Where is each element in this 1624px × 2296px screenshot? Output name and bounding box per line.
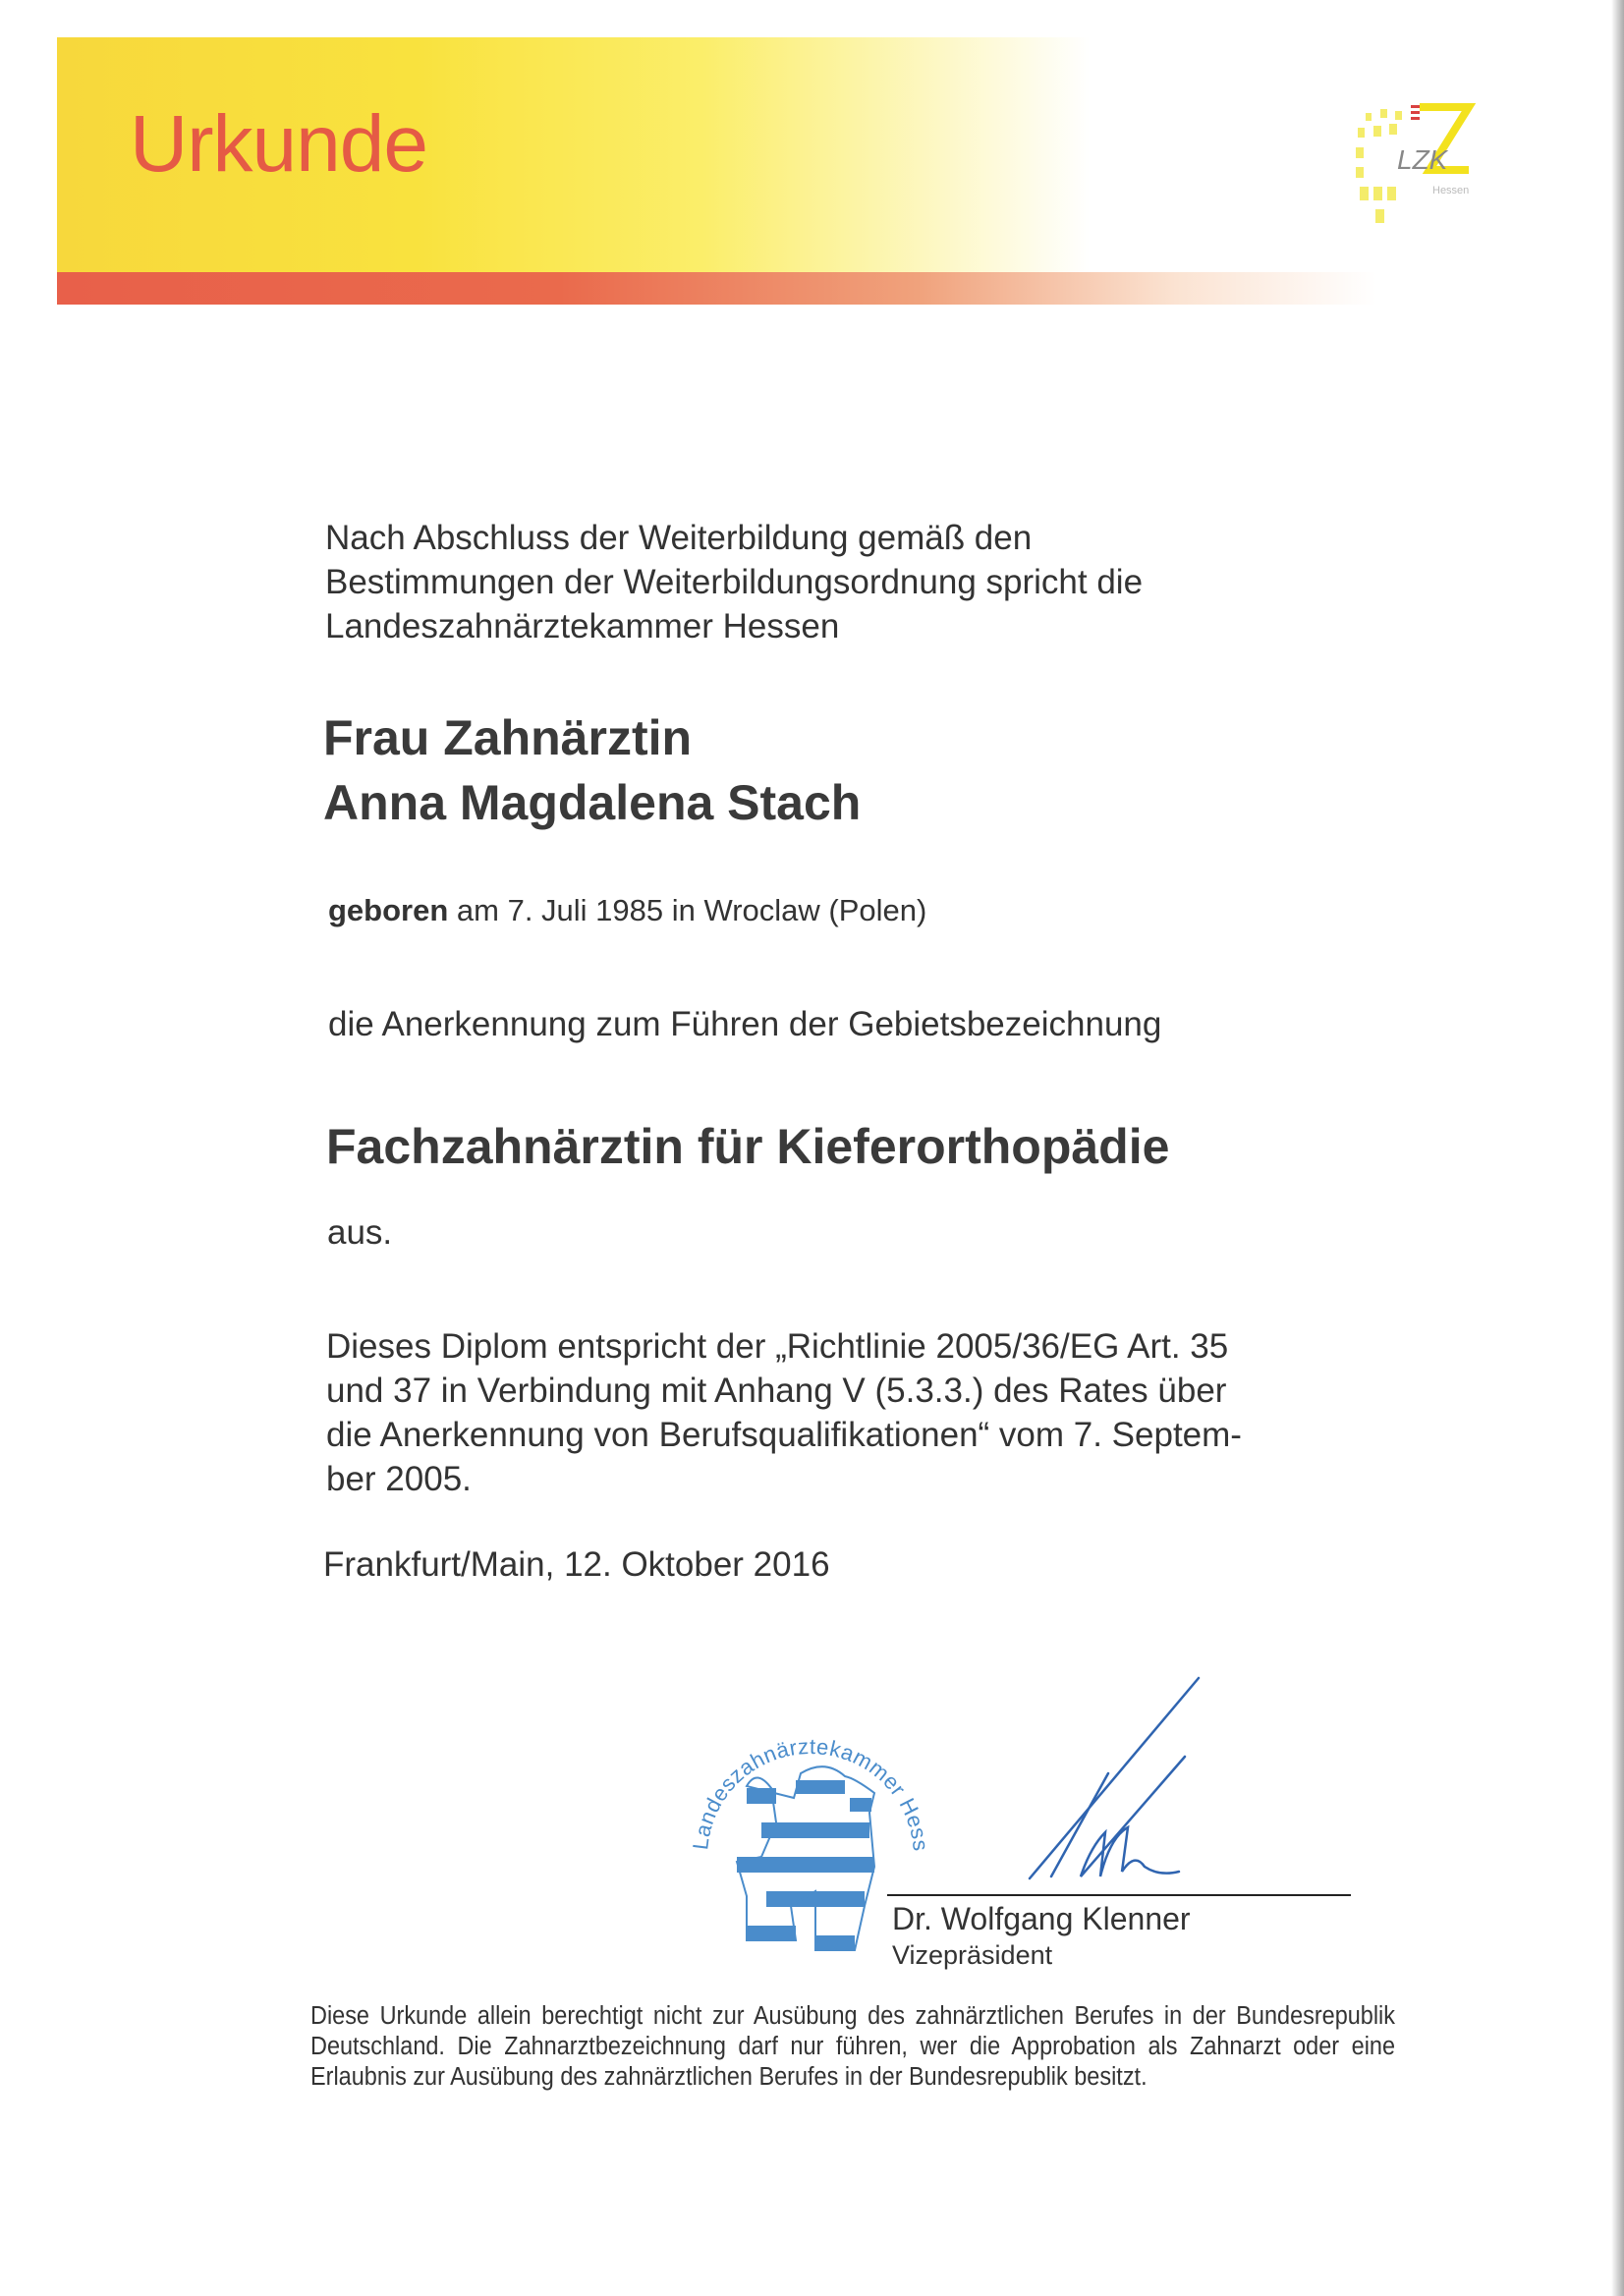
specialty-title: Fachzahnärztin für Kieferorthopädie — [326, 1119, 1170, 1174]
signer-name: Dr. Wolfgang Klenner — [892, 1901, 1191, 1936]
intro-line: Nach Abschluss der Weiterbildung gemäß den — [325, 519, 1033, 557]
signer-title: Vizepräsident — [892, 1940, 1053, 1970]
directive-line: Dieses Diplom entspricht der „Richtlinie 2005/36/EG Art. 35 — [326, 1327, 1229, 1366]
svg-text:LZK: LZK — [1397, 144, 1448, 175]
aus-text: aus. — [327, 1213, 393, 1252]
lzk-logo-icon — [1346, 93, 1552, 231]
signature — [1012, 1670, 1228, 1896]
intro-line: Bestimmungen der Weiterbildungsordnung spricht die — [325, 563, 1144, 601]
directive-line: die Anerkennung von Berufsqualifikationen“ vom 7. Septem- — [326, 1416, 1242, 1454]
intro-text — [325, 516, 1143, 648]
page-edge-shadow — [1611, 0, 1624, 2296]
lzk-logo — [1346, 93, 1552, 231]
directive-line: ber 2005. — [326, 1460, 472, 1498]
header-stripe — [57, 272, 1491, 305]
signature-line — [887, 1894, 1351, 1896]
recipient-salutation: Frau Zahnärztin — [323, 710, 693, 765]
born-label: geboren — [328, 893, 449, 927]
recognition-text: die Anerkennung zum Führen der Gebietsbezeichnung — [328, 1005, 1162, 1043]
intro-line: Landeszahnärztekammer Hessen — [325, 607, 840, 645]
birth-info — [328, 888, 926, 932]
place-date: Frankfurt/Main, 12. Oktober 2016 — [323, 1545, 830, 1584]
recipient-name: Anna Magdalena Stach — [323, 775, 862, 830]
directive-text — [326, 1324, 1242, 1501]
svg-text:Landeszahnärztekammer Hessen: Landeszahnärztekammer Hess — [688, 1733, 933, 1853]
footer-note: Diese Urkunde allein berechtigt nicht zur Ausübung des zahnärztlichen Berufes in der Bundesrepublik Deutschland. Die Zahnarztbezeichnung darf nur führen, wer die Approbation als Zahnarzt oder eine Erlaubnis zur Ausübung des zahnärztlichen Berufes in der Bundesrepublik besitzt. — [310, 2002, 1395, 2091]
handwritten-signature-icon — [1012, 1670, 1228, 1896]
born-details: am 7. Juli 1985 in Wroclaw (Polen) — [448, 893, 927, 927]
document-title: Urkunde — [130, 99, 427, 189]
directive-line: und 37 in Verbindung mit Anhang V (5.3.3.) des Rates über — [326, 1372, 1227, 1410]
svg-text:Hessen: Hessen — [1432, 185, 1470, 196]
